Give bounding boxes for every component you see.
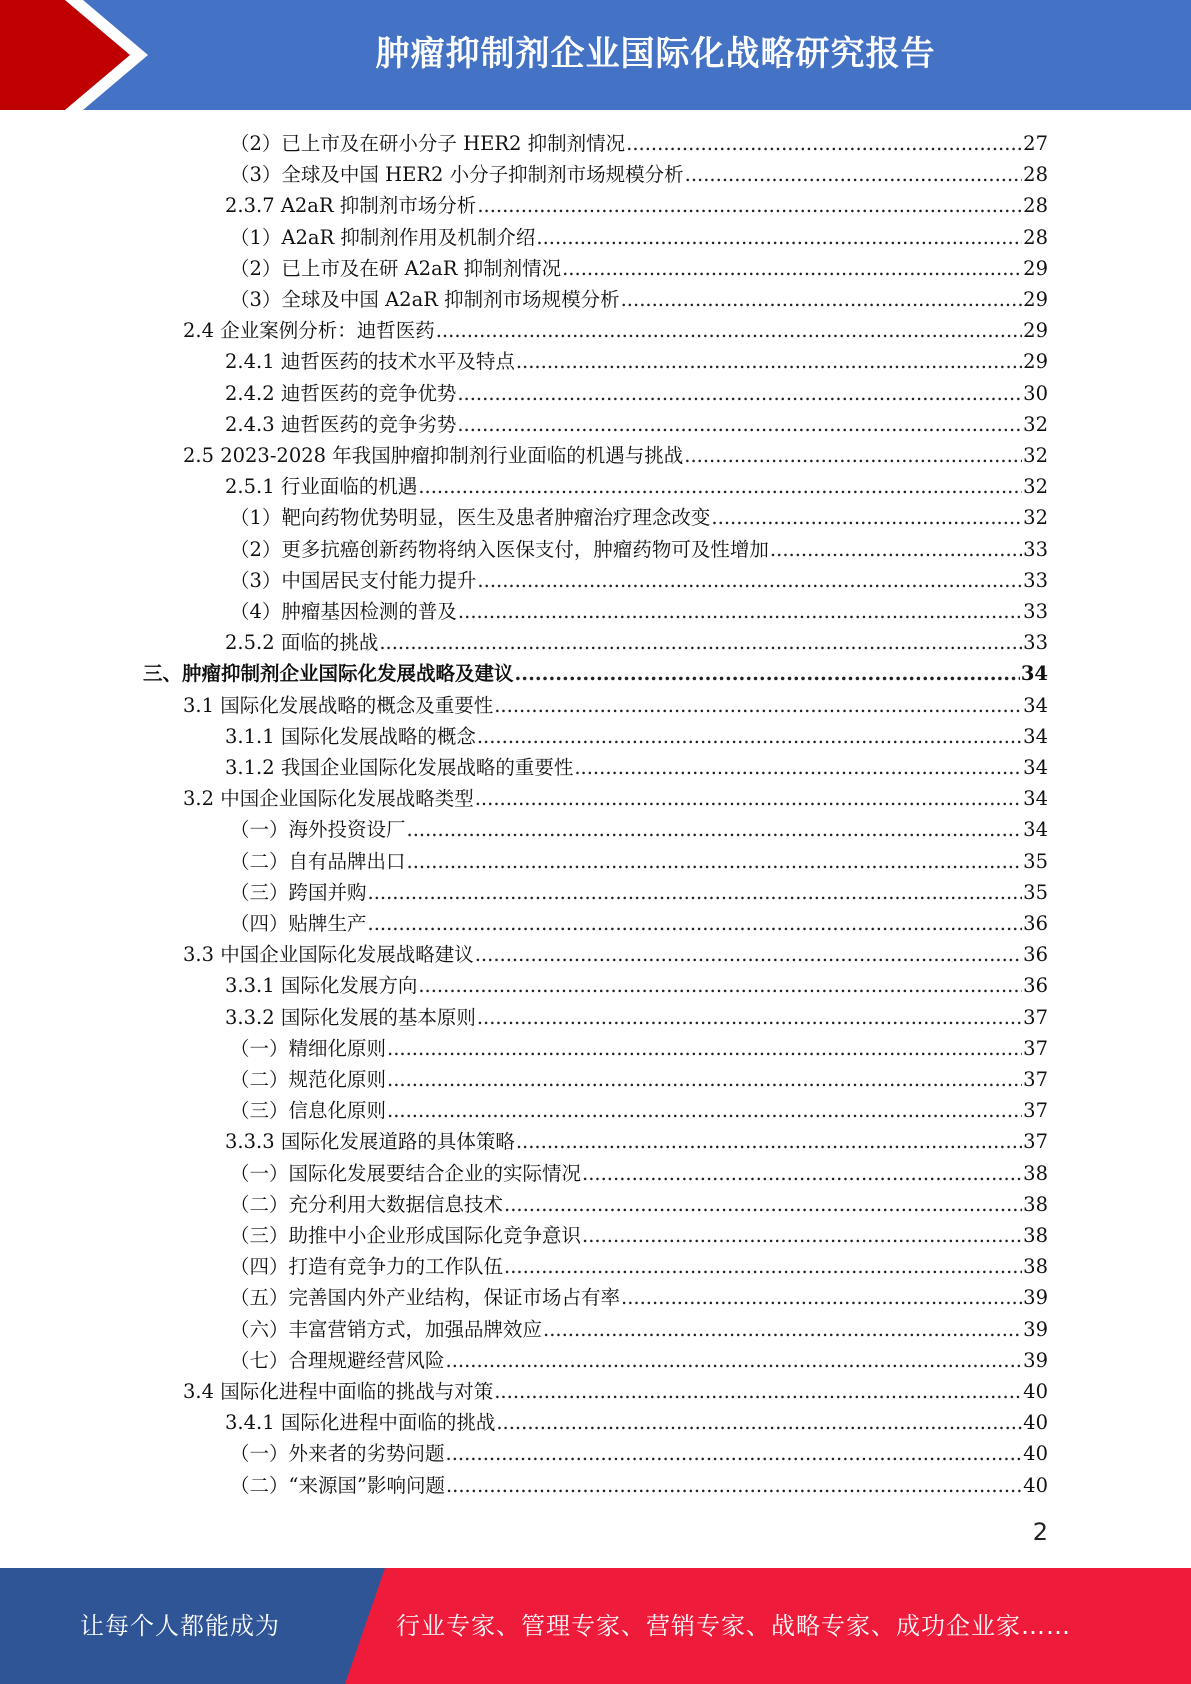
- toc-entry-label: 3.1.1 国际化发展战略的概念: [225, 724, 476, 748]
- toc-entry-page: 33: [1023, 600, 1048, 623]
- toc-entry-label: （四）打造有竞争力的工作队伍: [230, 1255, 504, 1279]
- toc-dot-leader: [562, 253, 1022, 284]
- toc-dot-leader: [418, 471, 1022, 502]
- footer-slogan-right: 行业专家、管理专家、营销专家、战略专家、成功企业家……: [396, 1612, 1071, 1640]
- toc-entry-page: 36: [1023, 912, 1048, 935]
- toc-entry-page: 34: [1020, 662, 1048, 686]
- toc-entry-label: （六）丰富营销方式，加强品牌效应: [230, 1317, 543, 1341]
- toc-entry-label: 3.4.1 国际化进程中面临的挑战: [225, 1411, 496, 1435]
- toc-entry-page: 29: [1023, 288, 1048, 311]
- toc-entry-label: 2.5 2023-2028 年我国肿瘤抑制剂行业面临的机遇与挑战: [183, 444, 684, 467]
- toc-dot-leader: [458, 596, 1022, 627]
- toc-entry-page: 37: [1023, 1036, 1048, 1060]
- toc-entry-page: 39: [1023, 1348, 1048, 1372]
- toc-entry[interactable]: [230, 1282, 1048, 1313]
- report-title: 肿瘤抑制剂企业国际化战略研究报告: [375, 34, 936, 74]
- toc-entry[interactable]: [225, 627, 1048, 658]
- toc-entry-page: 35: [1023, 849, 1048, 873]
- toc-dot-leader: [515, 658, 1020, 689]
- toc-entry-label: （七）合理规避经营风险: [230, 1348, 445, 1372]
- toc-entry[interactable]: [183, 783, 1048, 814]
- toc-dot-leader: [685, 159, 1023, 190]
- toc-entry[interactable]: [230, 253, 1048, 284]
- toc-dot-leader: [457, 409, 1022, 440]
- toc-dot-leader: [368, 877, 1023, 908]
- toc-entry-label: （一）海外投资设厂: [230, 818, 406, 842]
- toc-entry[interactable]: [225, 1407, 1048, 1438]
- toc-entry-page: 34: [1023, 787, 1048, 811]
- toc-entry[interactable]: [183, 690, 1048, 721]
- toc-dot-leader: [504, 1251, 1022, 1282]
- toc-entry-label: （1）靶向药物优势明显，医生及患者肿瘤治疗理念改变: [230, 506, 711, 530]
- toc-entry-page: 38: [1023, 1192, 1048, 1216]
- toc-entry-page: 33: [1023, 568, 1048, 592]
- toc-entry-page: 39: [1023, 1286, 1048, 1310]
- toc-entry[interactable]: [230, 1033, 1048, 1064]
- toc-dot-leader: [684, 440, 1022, 471]
- toc-dot-leader: [387, 1064, 1022, 1095]
- toc-entry-page: 37: [1023, 1099, 1048, 1123]
- toc-dot-leader: [457, 378, 1022, 409]
- toc-entry-label: 2.4.2 迪哲医药的竞争优势: [225, 381, 457, 405]
- toc-entry[interactable]: [225, 471, 1048, 502]
- page-number: 2: [1032, 1518, 1048, 1546]
- toc-dot-leader: [621, 284, 1023, 315]
- toc-entry-label: 2.3.7 A2aR 抑制剂市场分析: [225, 194, 477, 218]
- toc-entry[interactable]: [225, 970, 1048, 1001]
- toc-dot-leader: [574, 752, 1022, 783]
- toc-entry-page: 37: [1023, 1005, 1048, 1029]
- toc-dot-leader: [446, 1438, 1023, 1469]
- toc-entry-page: 28: [1023, 163, 1048, 187]
- toc-entry-page: 36: [1023, 943, 1048, 967]
- toc-entry[interactable]: [230, 222, 1048, 253]
- toc-entry[interactable]: [230, 1189, 1048, 1220]
- toc-entry[interactable]: [225, 409, 1048, 440]
- toc-entry-page: 34: [1023, 693, 1048, 717]
- toc-entry-label: 3.2 中国企业国际化发展战略类型: [183, 787, 474, 811]
- toc-dot-leader: [475, 939, 1022, 970]
- toc-entry[interactable]: [230, 128, 1048, 159]
- toc-entry[interactable]: [225, 378, 1048, 409]
- toc-dot-leader: [477, 1002, 1022, 1033]
- toc-dot-leader: [407, 814, 1023, 845]
- toc-entry-label: 2.5.1 行业面临的机遇: [225, 475, 418, 499]
- footer-slogan-left: 让每个人都能成为: [80, 1612, 280, 1640]
- toc-entry[interactable]: [225, 1002, 1048, 1033]
- toc-entry[interactable]: [230, 1470, 1048, 1501]
- toc-dot-leader: [387, 1033, 1022, 1064]
- toc-entry-label: （3）中国居民支付能力提升: [230, 568, 477, 592]
- toc-entry-page: 28: [1023, 225, 1048, 249]
- toc-entry-label: 2.4 企业案例分析：迪哲医药: [183, 319, 435, 343]
- toc-entry-page: 38: [1023, 1161, 1048, 1185]
- toc-entry-page: 27: [1023, 132, 1048, 155]
- toc-entry-page: 30: [1023, 381, 1048, 405]
- toc-entry-page: 40: [1023, 1473, 1048, 1497]
- toc-entry-page: 33: [1023, 631, 1048, 655]
- toc-entry-label: （一）精细化原则: [230, 1036, 387, 1060]
- toc-dot-leader: [494, 690, 1022, 721]
- toc-entry-label: 2.4.3 迪哲医药的竞争劣势: [225, 412, 457, 436]
- toc-entry[interactable]: [230, 908, 1048, 939]
- toc-entry-label: （五）完善国内外产业结构，保证市场占有率: [230, 1286, 621, 1310]
- toc-entry[interactable]: [230, 1095, 1048, 1126]
- toc-dot-leader: [770, 534, 1022, 565]
- toc-entry-page: 32: [1023, 506, 1048, 530]
- toc-entry-label: （二）自有品牌出口: [230, 849, 406, 873]
- toc-entry-label: 3.3.3 国际化发展道路的具体策略: [225, 1130, 515, 1154]
- toc-dot-leader: [504, 1189, 1022, 1220]
- toc-entry[interactable]: [230, 1345, 1048, 1376]
- toc-entry-page: 34: [1023, 724, 1048, 748]
- toc-dot-leader: [516, 1126, 1022, 1157]
- toc-entry-page: 35: [1023, 880, 1048, 904]
- toc-entry-label: （二）规范化原则: [230, 1068, 387, 1091]
- toc-entry[interactable]: [183, 315, 1048, 346]
- toc-dot-leader: [711, 502, 1022, 533]
- toc-entry-label: 3.3 中国企业国际化发展战略建议: [183, 943, 474, 967]
- toc-entry[interactable]: [230, 565, 1048, 596]
- toc-entry-label: （四）贴牌生产: [230, 912, 367, 935]
- toc-entry[interactable]: [225, 752, 1048, 783]
- toc-entry-page: 38: [1023, 1224, 1048, 1247]
- toc-entry-label: （二）充分利用大数据信息技术: [230, 1192, 504, 1216]
- toc-entry[interactable]: [230, 1251, 1048, 1282]
- toc-entry-page: 29: [1023, 350, 1048, 374]
- toc-entry-page: 33: [1023, 537, 1048, 561]
- toc-dot-leader: [626, 128, 1022, 159]
- toc-entry[interactable]: [230, 1314, 1048, 1345]
- toc-dot-leader: [368, 908, 1023, 939]
- toc-entry-label: （一）外来者的劣势问题: [230, 1442, 445, 1466]
- toc-entry-label: 3.1.2 我国企业国际化发展战略的重要性: [225, 756, 574, 779]
- toc-entry[interactable]: [230, 814, 1048, 845]
- toc-entry-label: 3.3.2 国际化发展的基本原则: [225, 1005, 476, 1029]
- toc-entry-label: 三、肿瘤抑制剂企业国际化发展战略及建议: [143, 662, 514, 686]
- toc-entry-label: （3）全球及中国 A2aR 抑制剂市场规模分析: [230, 288, 620, 311]
- toc-dot-leader: [475, 783, 1022, 814]
- toc-entry[interactable]: [230, 1158, 1048, 1189]
- toc-entry-label: 3.1 国际化发展战略的概念及重要性: [183, 693, 494, 717]
- toc-entry[interactable]: [230, 534, 1048, 565]
- toc-entry[interactable]: [230, 284, 1048, 315]
- toc-dot-leader: [582, 1158, 1022, 1189]
- toc-dot-leader: [407, 846, 1023, 877]
- toc-dot-leader: [496, 1407, 1022, 1438]
- toc-entry-page: 37: [1023, 1130, 1048, 1154]
- toc-entry-label: （4）肿瘤基因检测的普及: [230, 600, 457, 623]
- page-header: [0, 0, 1191, 110]
- toc-entry[interactable]: [183, 939, 1048, 970]
- toc-entry-page: 40: [1023, 1380, 1048, 1403]
- toc-entry[interactable]: [230, 502, 1048, 533]
- toc-entry[interactable]: [230, 1438, 1048, 1469]
- toc-entry[interactable]: [230, 1064, 1048, 1095]
- toc-entry[interactable]: [230, 877, 1048, 908]
- toc-dot-leader: [582, 1220, 1022, 1251]
- toc-entry-label: （三）信息化原则: [230, 1099, 387, 1123]
- toc-entry[interactable]: [230, 846, 1048, 877]
- toc-entry-page: 40: [1023, 1442, 1048, 1466]
- toc-entry[interactable]: [225, 346, 1048, 377]
- toc-entry-page: 32: [1023, 475, 1048, 499]
- toc-dot-leader: [418, 970, 1022, 1001]
- toc-dot-leader: [536, 222, 1022, 253]
- toc-entry[interactable]: [230, 159, 1048, 190]
- toc-entry-label: 2.5.2 面临的挑战: [225, 631, 379, 655]
- toc-entry-label: （一）国际化发展要结合企业的实际情况: [230, 1161, 582, 1185]
- toc-entry-page: 32: [1023, 444, 1048, 467]
- toc-entry-page: 36: [1023, 974, 1048, 998]
- toc-entry-label: （三）助推中小企业形成国际化竞争意识: [230, 1224, 582, 1247]
- toc-entry-page: 37: [1023, 1068, 1048, 1091]
- toc-entry[interactable]: [230, 1220, 1048, 1251]
- toc-entry-label: （2）更多抗癌创新药物将纳入医保支付，肿瘤药物可及性增加: [230, 537, 769, 561]
- toc-dot-leader: [446, 1470, 1022, 1501]
- page-footer: [0, 1568, 1191, 1684]
- toc-entry-label: （3）全球及中国 HER2 小分子抑制剂市场规模分析: [230, 163, 684, 187]
- toc-entry[interactable]: [225, 721, 1048, 752]
- toc-dot-leader: [477, 721, 1022, 752]
- toc-entry-page: 29: [1023, 256, 1048, 280]
- toc-entry-page: 32: [1023, 412, 1048, 436]
- toc-entry[interactable]: [183, 1376, 1048, 1407]
- toc-entry[interactable]: [183, 440, 1048, 471]
- toc-dot-leader: [436, 315, 1022, 346]
- toc-dot-leader: [477, 565, 1022, 596]
- toc-entry-label: （1）A2aR 抑制剂作用及机制介绍: [230, 225, 536, 249]
- toc-entry-label: 2.4.1 迪哲医药的技术水平及特点: [225, 350, 515, 374]
- toc-dot-leader: [621, 1282, 1022, 1313]
- toc-entry-label: （二）“来源国”影响问题: [230, 1473, 445, 1497]
- toc-entry-page: 29: [1023, 319, 1048, 343]
- toc-dot-leader: [477, 190, 1022, 221]
- toc-entry[interactable]: [143, 658, 1048, 689]
- toc-entry-label: 3.3.1 国际化发展方向: [225, 974, 418, 998]
- toc-dot-leader: [494, 1376, 1022, 1407]
- toc-entry-page: 28: [1023, 194, 1048, 218]
- toc-entry-page: 40: [1023, 1411, 1048, 1435]
- toc-dot-leader: [387, 1095, 1022, 1126]
- toc-dot-leader: [446, 1345, 1023, 1376]
- toc-dot-leader: [516, 346, 1022, 377]
- toc-entry-label: 3.4 国际化进程中面临的挑战与对策: [183, 1380, 494, 1403]
- toc-entry-page: 34: [1023, 756, 1048, 779]
- toc-dot-leader: [379, 627, 1022, 658]
- toc-entry-label: （三）跨国并购: [230, 880, 367, 904]
- toc-entry-page: 39: [1023, 1317, 1048, 1341]
- toc-dot-leader: [543, 1314, 1022, 1345]
- toc-entry-page: 38: [1023, 1255, 1048, 1279]
- toc-entry[interactable]: [230, 596, 1048, 627]
- toc-entry-label: （2）已上市及在研小分子 HER2 抑制剂情况: [230, 132, 626, 155]
- toc-entry-page: 34: [1023, 818, 1048, 842]
- toc-entry[interactable]: [225, 1126, 1048, 1157]
- toc-entry-label: （2）已上市及在研 A2aR 抑制剂情况: [230, 256, 562, 280]
- toc-entry[interactable]: [225, 190, 1048, 221]
